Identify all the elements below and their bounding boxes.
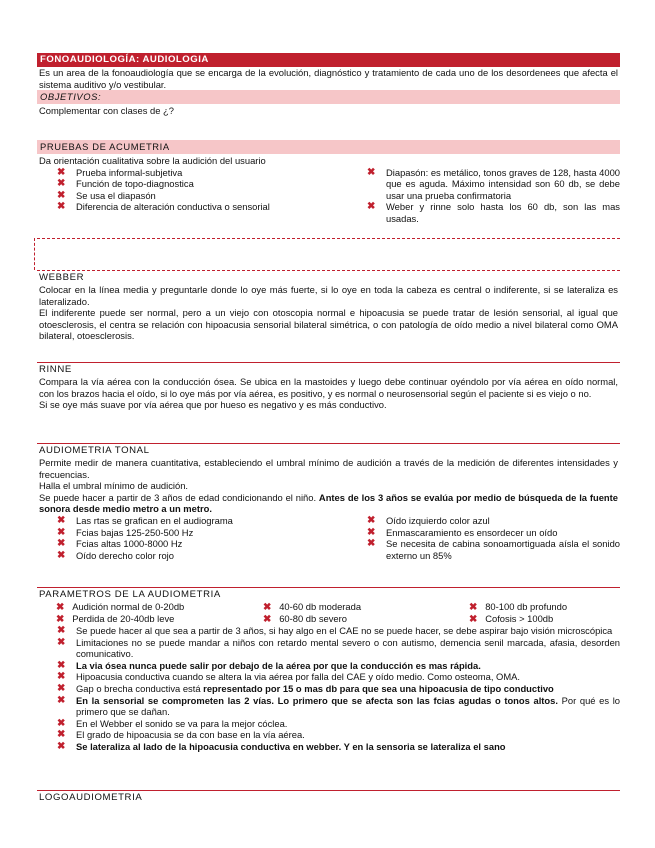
- list-item: ✖ Se necesita de cabina sonoamortiguada aísla el sonido externo un 85%: [367, 538, 620, 561]
- grid-item: ✖ 40-60 db moderada: [263, 601, 362, 613]
- bullet-x-icon: ✖: [367, 201, 376, 213]
- bullet-x-icon: ✖: [57, 189, 66, 201]
- list-item: ✖ Las rtas se grafican en el audiograma: [57, 514, 233, 526]
- bullet-x-icon: ✖: [367, 538, 376, 550]
- tonal-paragraph-1: Permite medir de manera cuantitativa, estableciendo el umbral mínimo de audición a través de la medición de diferentes intensidades y frecuencias.: [39, 457, 618, 480]
- list-item: ✖ Weber y rinne solo hasta los 60 db, son las mas usadas.: [367, 201, 620, 224]
- grid-item: ✖ 80-100 db profundo: [469, 601, 568, 613]
- list-item: ✖ Limitaciones no se puede mandar a niños con retardo mental severo o con autismo, demencia senil marcada, afasia, desorden comunicativo.: [57, 636, 620, 660]
- list-item: ✖ Hipoacusia conductiva cuando se altera la via aérea por falla del CAE y oído medio. Como osteoma, OMA.: [57, 671, 520, 683]
- bullet-x-icon: ✖: [56, 602, 65, 613]
- section-title-webber: WEBBER: [37, 270, 620, 284]
- list-item: ✖ Enmascaramiento es ensordecer un oído: [367, 526, 558, 538]
- bullet-x-icon: ✖: [57, 717, 66, 729]
- list-item: ✖ Prueba informal-subjetiva: [57, 166, 183, 178]
- list-item: ✖ Se puede hacer al que sea a partir de 3 años, si hay algo en el CAE no se puede hacer, se debe aspirar bajo visión microscópica: [57, 625, 613, 636]
- list-item: ✖ Se lateraliza al lado de la hipoacusia conductiva en webber. Y en la sensoria se lateraliza el sano: [57, 740, 506, 752]
- acumetria-right-list: [367, 167, 620, 225]
- bullet-x-icon: ✖: [57, 694, 66, 706]
- list-item: ✖ En la sensorial se comprometen las 2 vías. Lo primero que se afecta son las fcias agudas o tonos altos. Por qué es lo primero que se dañan.: [57, 694, 620, 718]
- bullet-x-icon: ✖: [57, 671, 66, 683]
- section-title-parametros: PARAMETROS DE LA AUDIOMETRIA: [37, 587, 620, 601]
- bullet-x-icon: ✖: [57, 625, 66, 636]
- section-fonoaudiologia: [37, 53, 620, 117]
- bullet-x-icon: ✖: [57, 514, 66, 526]
- objetivos-text: Complementar con clases de ¿?: [39, 105, 174, 117]
- tonal-paragraph-3: Se puede hacer a partir de 3 años de edad condicionando el niño. Antes de los 3 años se evalúa por medio de búsqueda de la fuente sonora desde medio metro a un metro.: [39, 491, 618, 515]
- tonal-left-list: [37, 515, 367, 561]
- section-audiometria-tonal: [37, 443, 620, 567]
- section-title-rinne: RINNE: [37, 362, 620, 376]
- section-title-acumetria: PRUEBAS DE ACUMETRIA: [37, 140, 620, 154]
- webber-paragraph-2: El indiferente puede ser normal, pero a un viejo con otoscopia normal e hipoacusia se puede tratar de lesión sensorial, al igual que otoesclerosis, el centra se relación con hipoacusia sensorial bilateral simétrica, o con patología de oído medio a nivel bilateral como OMA bilateral, otoesclerosis.: [39, 307, 618, 342]
- list-item: ✖ Oído izquierdo color azul: [367, 514, 490, 526]
- bullet-x-icon: ✖: [57, 166, 66, 178]
- rinne-paragraph-1: Compara la vía aérea con la conducción ósea. Se ubica en la mastoides y luego debe continuar oyéndolo por vía aérea en oído normal, con los brazos hacia el oído, si lo oye más por vía aérea, es positivo, y es normal o neurosensorial según el paciente si es viejo o no.: [39, 376, 618, 399]
- list-item: ✖ Se usa el diapasón: [57, 189, 156, 201]
- bullet-x-icon: ✖: [57, 178, 66, 190]
- bullet-x-icon: ✖: [57, 526, 66, 538]
- list-item: ✖ Fcias altas 1000-8000 Hz: [57, 538, 183, 550]
- list-item: ✖ Diapasón: es metálico, tonos graves de 128, hasta 4000 que es aguda. Máximo intensidad son 60 db, se debe usar una prueba confirmatoria: [367, 166, 621, 201]
- bullet-x-icon: ✖: [56, 614, 65, 625]
- list-item: ✖ Oído derecho color rojo: [57, 549, 174, 561]
- section-parametros: [37, 587, 620, 753]
- bullet-x-icon: ✖: [57, 659, 66, 671]
- bullet-x-icon: ✖: [57, 201, 66, 213]
- dashed-divider: [37, 238, 620, 239]
- grid-item: ✖ 60-80 db severo: [263, 613, 347, 625]
- webber-paragraph-1: Colocar en la línea media y preguntarle donde lo oye más fuerte, si lo oye en toda la cabeza es central o indiferente, si se lateraliza es lateralizado.: [39, 284, 618, 307]
- bullet-x-icon: ✖: [263, 614, 272, 625]
- bullet-x-icon: ✖: [57, 549, 66, 561]
- objetivos-heading: OBJETIVOS:: [37, 90, 620, 104]
- section-title-audiometria-tonal: AUDIOMETRIA TONAL: [37, 443, 620, 457]
- list-item: ✖ Diferencia de alteración conductiva o sensorial: [57, 201, 270, 213]
- tonal-paragraph-2: Halla el umbral mínimo de audición.: [39, 480, 189, 492]
- list-item: ✖ En el Webber el sonido se va para la mejor cóclea.: [57, 717, 288, 729]
- bullet-x-icon: ✖: [469, 614, 478, 625]
- bullet-x-icon: ✖: [263, 602, 272, 613]
- list-item: ✖ La via ósea nunca puede salir por debajo de la aérea por que la conducción es mas rápida.: [57, 659, 481, 671]
- bullet-x-icon: ✖: [469, 602, 478, 613]
- grid-item: ✖ Audición normal de 0-20db: [56, 601, 185, 613]
- rinne-paragraph-2: Si se oye más suave por vía aérea que por hueso es negativo y es más conductivo.: [39, 399, 387, 411]
- bullet-x-icon: ✖: [57, 538, 66, 550]
- section-rinne: [37, 362, 620, 411]
- section-webber: [37, 270, 620, 342]
- section-logoaudiometria: [37, 790, 620, 804]
- parametros-list: [37, 625, 620, 753]
- tonal-right-list: [367, 515, 620, 561]
- list-item: ✖ Gap o brecha conductiva está representado por 15 o mas db para que sea una hipoacusia de tipo conductivo: [57, 682, 554, 694]
- section-acumetria: [37, 140, 620, 227]
- list-item: ✖ Fcias bajas 125-250-500 Hz: [57, 526, 194, 538]
- bullet-x-icon: ✖: [367, 166, 376, 178]
- grid-item: ✖ Perdida de 20-40db leve: [56, 613, 175, 625]
- bullet-x-icon: ✖: [57, 729, 66, 741]
- grid-item: ✖ Cofosis > 100db: [469, 613, 554, 625]
- bullet-x-icon: ✖: [367, 526, 376, 538]
- list-item: ✖ Función de topo-diagnostica: [57, 178, 194, 190]
- bullet-x-icon: ✖: [367, 514, 376, 526]
- acumetria-intro: Da orientación cualitativa sobre la audición del usuario: [39, 155, 266, 166]
- acumetria-left-list: [37, 167, 367, 213]
- intro-paragraph: Es un area de la fonoaudiología que se encarga de la evolución, diagnóstico y tratamiento de cada uno de los desordenees que afecta el sistema auditivo y/o vestibular.: [39, 67, 618, 90]
- section-title-fonoaudiologia: FONOAUDIOLOGÍA: AUDIOLOGIA: [37, 53, 620, 67]
- bullet-x-icon: ✖: [57, 636, 66, 648]
- list-item: ✖ El grado de hipoacusia se da con base en la vía aérea.: [57, 729, 305, 741]
- bullet-x-icon: ✖: [57, 740, 66, 752]
- bullet-x-icon: ✖: [57, 682, 66, 694]
- section-title-logoaudiometria: LOGOAUDIOMETRIA: [37, 790, 620, 804]
- parametros-grid: [37, 601, 620, 625]
- dashed-divider-vertical: [34, 238, 35, 270]
